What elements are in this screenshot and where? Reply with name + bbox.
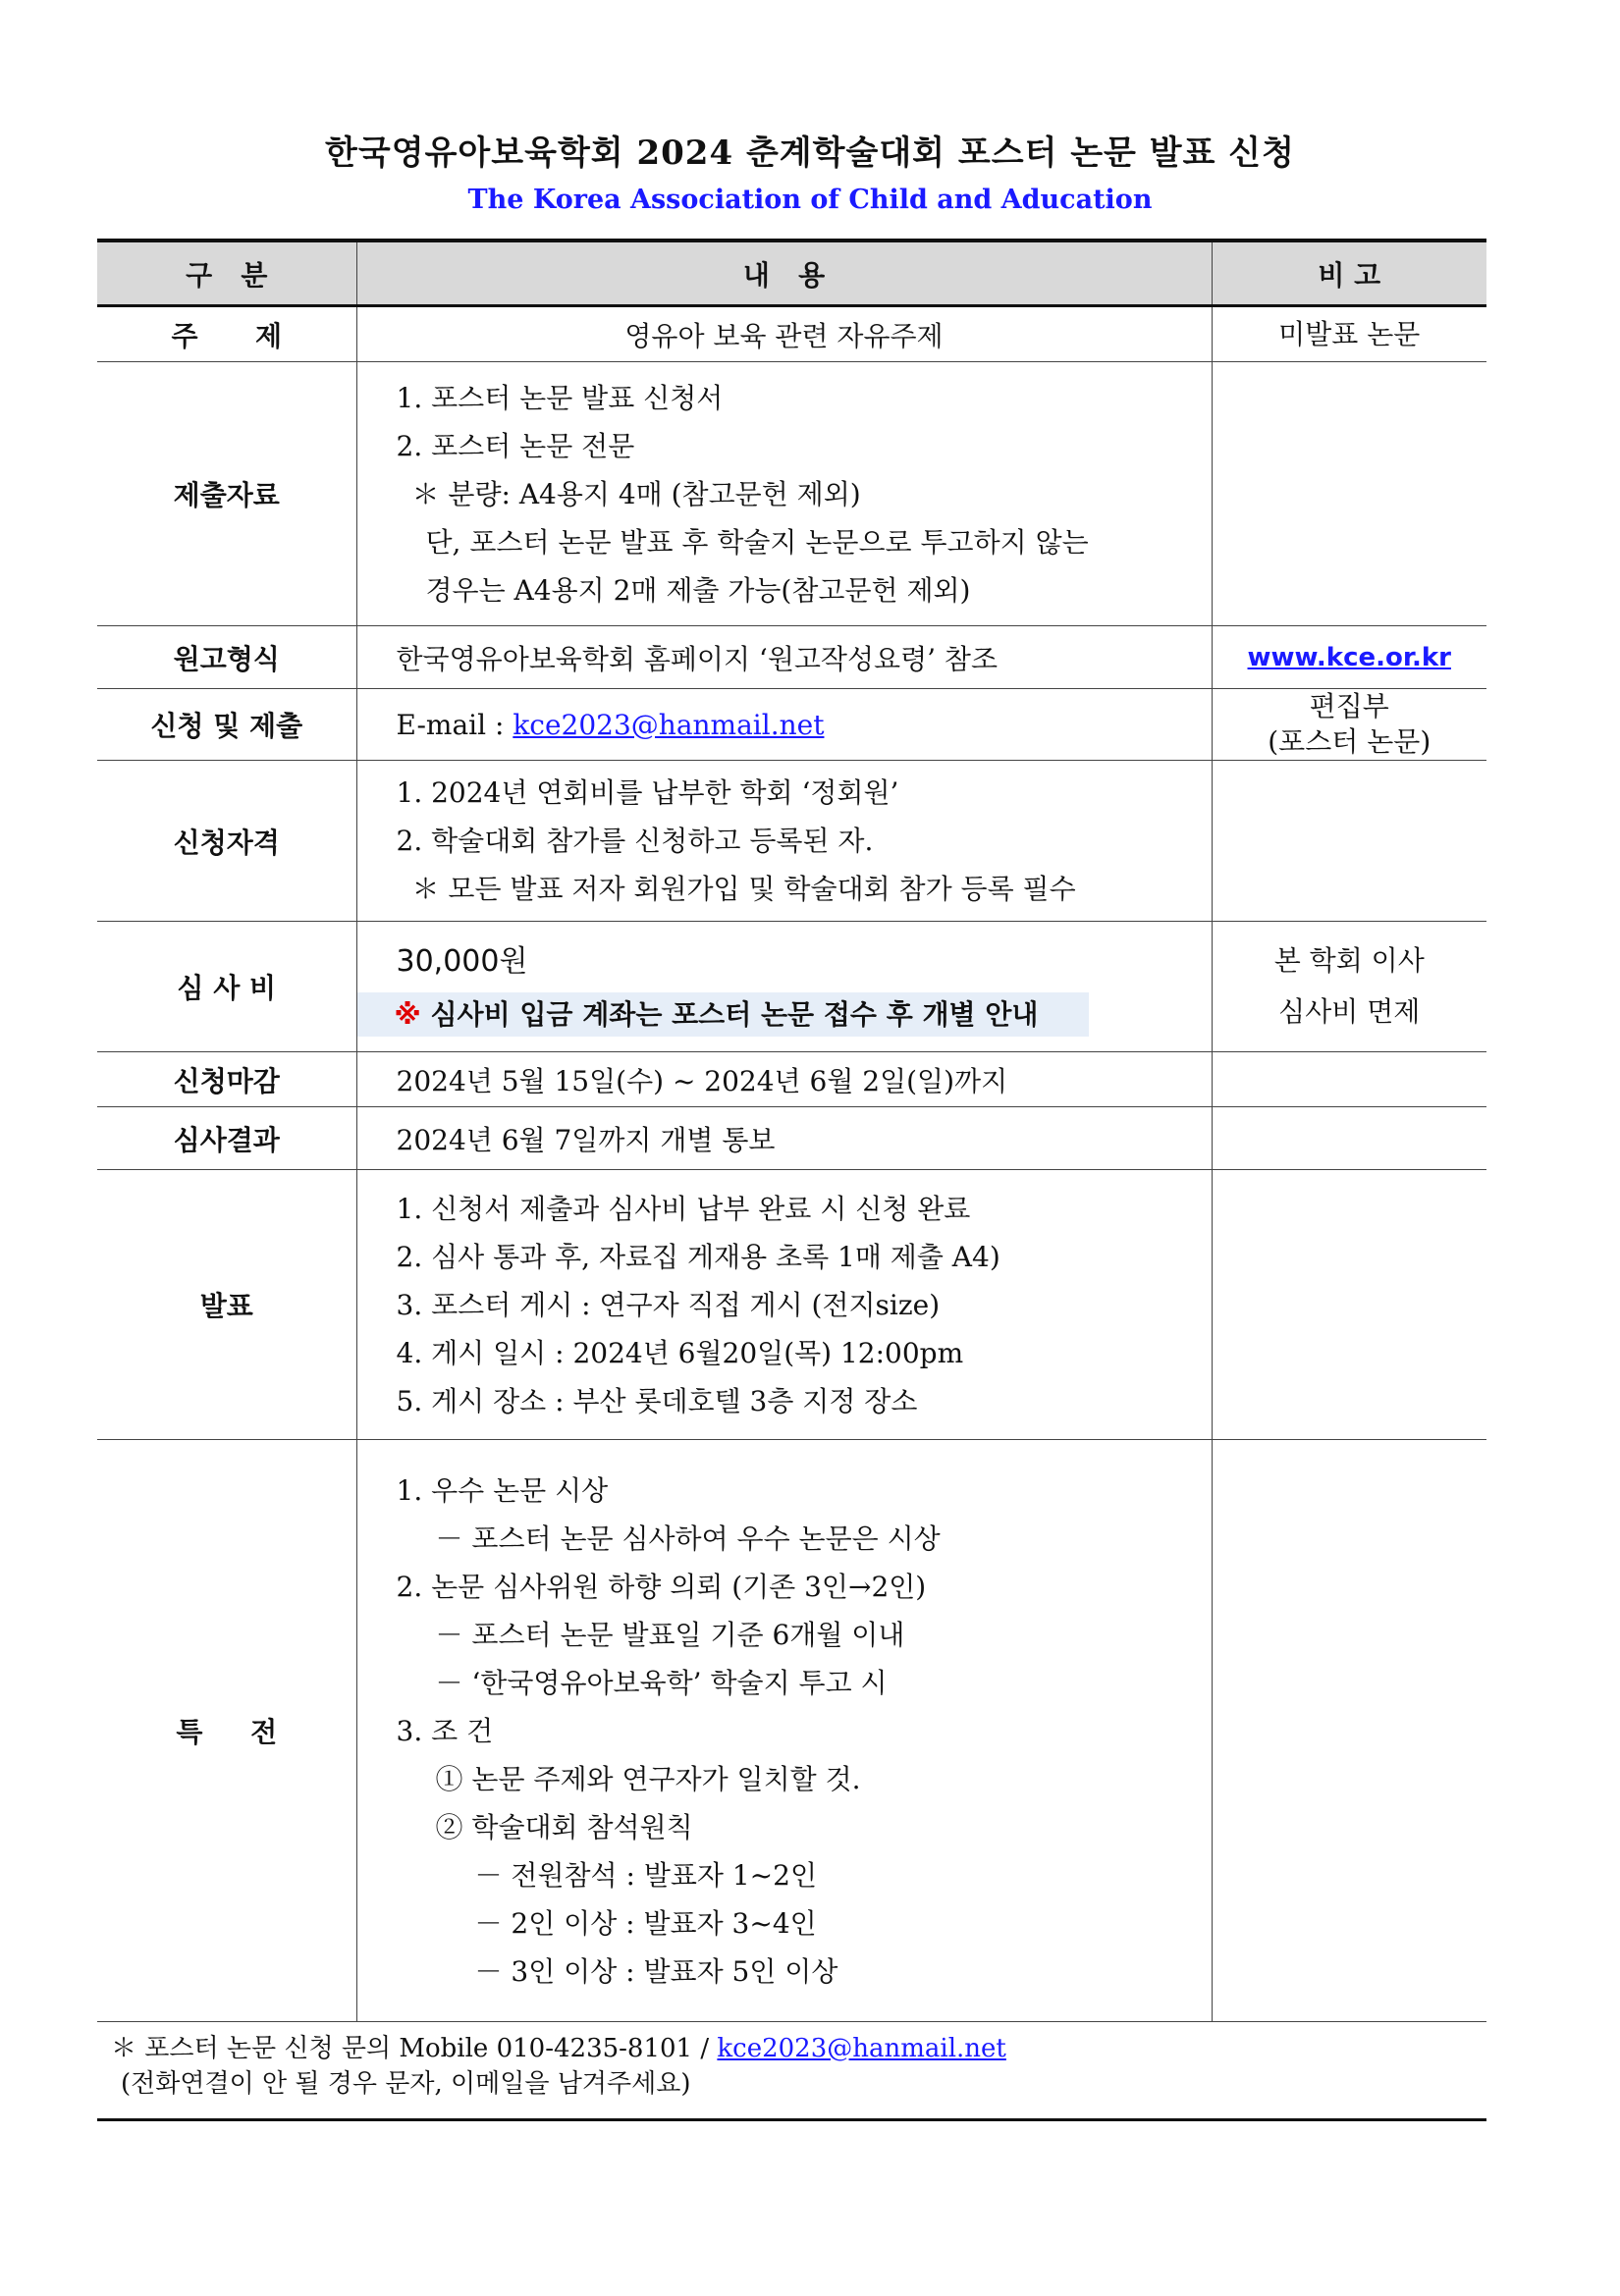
benefits-line: － ‘한국영유아보육학’ 학술지 투고 시	[435, 1666, 888, 1699]
eligibility-line: 1. 2024년 연회비를 납부한 학회 ‘정회원’	[396, 776, 899, 809]
benefits-line: － 3인 이상 : 발표자 5인 이상	[474, 1954, 838, 1988]
contact-footer	[111, 2031, 1006, 2102]
result-label: 심사결과	[97, 1107, 356, 1170]
apply-note-line1: 편집부	[1309, 690, 1389, 722]
table-row-apply	[97, 689, 1486, 761]
presentation-line: 2. 심사 통과 후, 자료집 게재용 초록 1매 제출 A4)	[396, 1240, 1000, 1273]
website-link[interactable]: www.kce.or.kr	[1247, 643, 1451, 672]
apply-label: 신청 및 제출	[97, 689, 356, 761]
footer-email-link[interactable]: kce2023@hanmail.net	[717, 2034, 1006, 2063]
benefits-line: 3. 조 건	[396, 1714, 494, 1747]
format-note	[1212, 626, 1486, 689]
eligibility-line: ＊ 모든 발표 저자 회원가입 및 학술대회 참가 등록 필수	[411, 873, 1076, 905]
apply-prefix: E-mail :	[396, 708, 513, 741]
document-subtitle: The Korea Association of Child and Aducation	[467, 185, 1153, 215]
table-header-row	[97, 240, 1486, 306]
materials-line: 경우는 A4용지 2매 제출 가능(참고문헌 제외)	[425, 573, 971, 607]
bottom-divider	[97, 2118, 1486, 2121]
eligibility-content	[356, 761, 1212, 922]
materials-line: 2. 포스터 논문 전문	[396, 429, 635, 462]
format-content	[356, 626, 1212, 689]
apply-note	[1212, 689, 1486, 761]
topic-note: 미발표 논문	[1212, 306, 1486, 362]
presentation-content	[356, 1170, 1212, 1440]
fee-note-line1: 본 학회 이사	[1273, 944, 1425, 977]
fee-notice: 심사비 입금 계좌는 포스터 논문 접수 후 개별 안내	[430, 998, 1039, 1031]
topic-label: 주 제	[97, 306, 356, 362]
fee-note-line2: 심사비 면제	[1278, 995, 1421, 1028]
topic-content: 영유아 보육 관련 자유주제	[356, 306, 1212, 362]
materials-line: ＊ 분량: A4용지 4매 (참고문헌 제외)	[411, 477, 861, 510]
header-content: 내 용	[356, 240, 1212, 306]
deadline-content	[356, 1052, 1212, 1107]
apply-email-link[interactable]: kce2023@hanmail.net	[513, 708, 825, 741]
benefits-line: － 전원참석 : 발표자 1~2인	[474, 1858, 818, 1892]
eligibility-note	[1212, 761, 1486, 922]
deadline-note	[1212, 1052, 1486, 1107]
header-category: 구 분	[97, 240, 356, 306]
materials-note	[1212, 362, 1486, 626]
table-row-benefits	[97, 1440, 1486, 2022]
benefits-line: ② 학술대회 참석원칙	[435, 1810, 693, 1843]
table-row-result	[97, 1107, 1486, 1170]
presentation-line: 3. 포스터 게시 : 연구자 직접 게시 (전지size)	[396, 1288, 941, 1321]
table-row-topic	[97, 306, 1486, 362]
document-title: 한국영유아보육학회 2024 춘계학술대회 포스터 논문 발표 신청	[325, 133, 1295, 173]
materials-line: 1. 포스터 논문 발표 신청서	[396, 381, 724, 414]
result-note	[1212, 1107, 1486, 1170]
deadline-text: 2024년 5월 15일(수) ~ 2024년 6월 2일(일)까지	[396, 1064, 1008, 1097]
presentation-line: 1. 신청서 제출과 심사비 납부 완료 시 신청 완료	[396, 1192, 971, 1225]
fee-label: 심 사 비	[97, 922, 356, 1052]
reference-mark-icon: ※	[394, 998, 421, 1031]
benefits-note	[1212, 1440, 1486, 2022]
result-content	[356, 1107, 1212, 1170]
table-row-fee	[97, 922, 1486, 1052]
table-row-presentation	[97, 1170, 1486, 1440]
presentation-line: 5. 게시 장소 : 부산 롯데호텔 3층 지정 장소	[396, 1384, 918, 1417]
materials-label: 제출자료	[97, 362, 356, 626]
apply-content	[356, 689, 1212, 761]
footer-note: (전화연결이 안 될 경우 문자, 이메일을 남겨주세요)	[121, 2069, 691, 2099]
result-text: 2024년 6월 7일까지 개별 통보	[396, 1123, 776, 1156]
eligibility-line: 2. 학술대회 참가를 신청하고 등록된 자.	[396, 825, 874, 857]
eligibility-label: 신청자격	[97, 761, 356, 922]
deadline-label: 신청마감	[97, 1052, 356, 1107]
benefits-label: 특 전	[97, 1440, 356, 2022]
benefits-line: 2. 논문 심사위원 하향 의뢰 (기존 3인→2인)	[396, 1570, 927, 1603]
materials-line: 단, 포스터 논문 발표 후 학술지 논문으로 투고하지 않는	[425, 525, 1089, 559]
materials-content	[356, 362, 1212, 626]
fee-amount: 30,000원	[396, 944, 528, 979]
table-row-eligibility	[97, 761, 1486, 922]
fee-notice-box	[357, 992, 1090, 1037]
fee-content	[356, 922, 1212, 1052]
table-row-format	[97, 626, 1486, 689]
benefits-line: － 포스터 논문 발표일 기준 6개월 이내	[435, 1618, 905, 1651]
fee-note	[1212, 922, 1486, 1052]
benefits-content	[356, 1440, 1212, 2022]
application-table	[97, 239, 1486, 2022]
table-row-deadline	[97, 1052, 1486, 1107]
header-note: 비 고	[1212, 240, 1486, 306]
format-text: 한국영유아보육학회 홈페이지 ‘원고작성요령’ 참조	[396, 642, 999, 675]
presentation-line: 4. 게시 일시 : 2024년 6월20일(목) 12:00pm	[396, 1336, 964, 1369]
benefits-line: － 2인 이상 : 발표자 3~4인	[474, 1906, 817, 1940]
footer-contact-text: ＊ 포스터 논문 신청 문의 Mobile 010-4235-8101 /	[111, 2034, 718, 2063]
apply-note-line2: (포스터 논문)	[1268, 725, 1431, 758]
table-row-materials	[97, 362, 1486, 626]
presentation-label: 발표	[97, 1170, 356, 1440]
benefits-line: － 포스터 논문 심사하여 우수 논문은 시상	[435, 1522, 941, 1555]
benefits-line: 1. 우수 논문 시상	[396, 1473, 609, 1507]
presentation-note	[1212, 1170, 1486, 1440]
benefits-line: ① 논문 주제와 연구자가 일치할 것.	[435, 1762, 861, 1795]
format-label: 원고형식	[97, 626, 356, 689]
